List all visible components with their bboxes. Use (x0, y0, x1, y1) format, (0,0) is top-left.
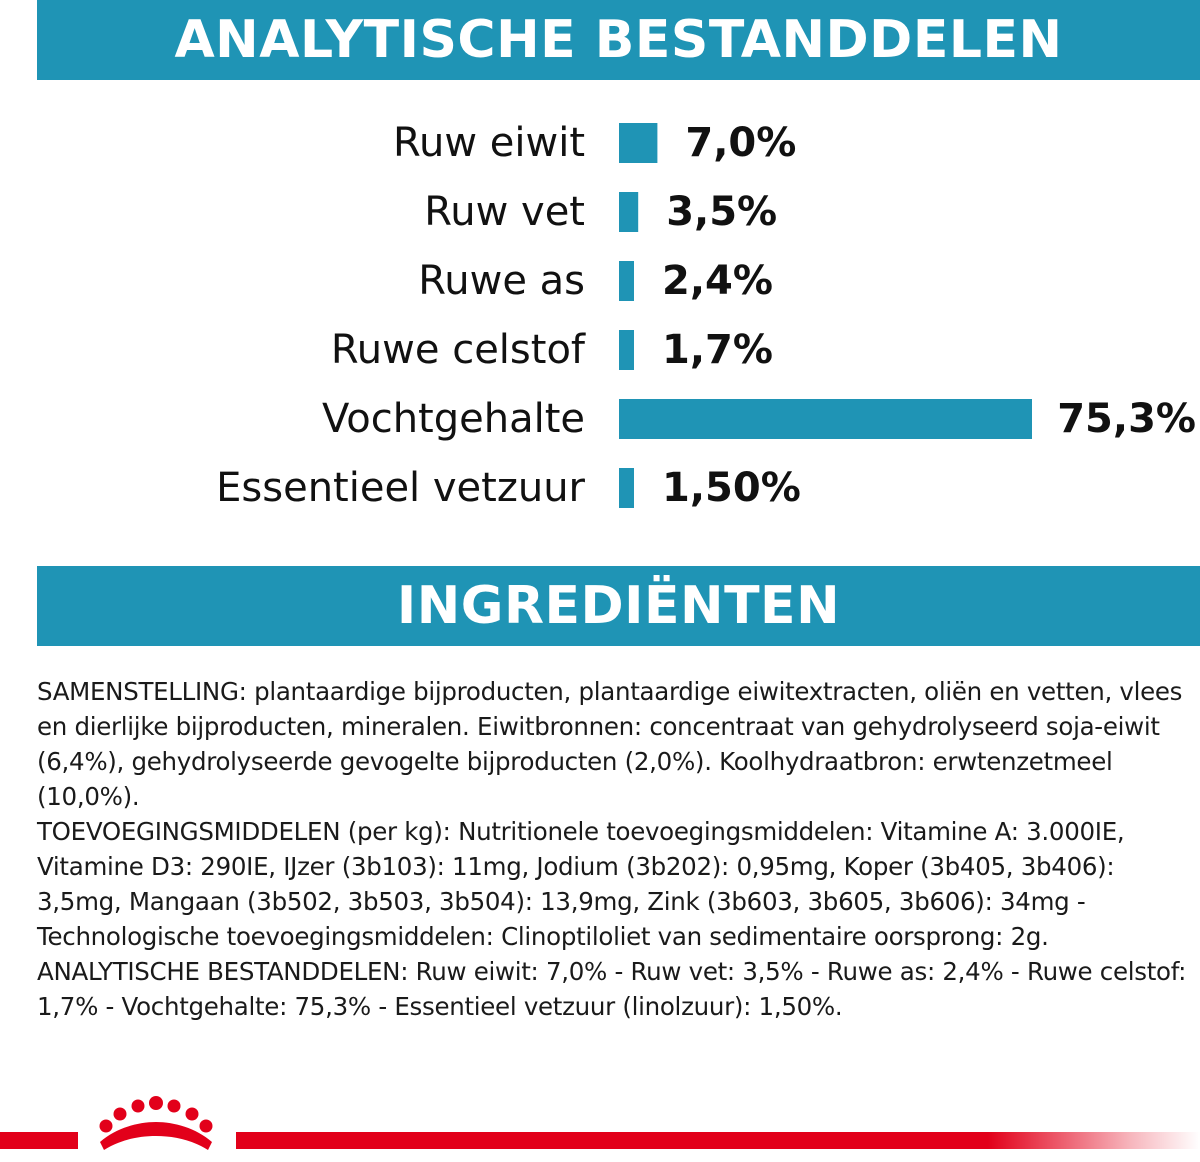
value-label-essentieel-vetzuur: 1,50% (662, 465, 801, 511)
value-label-ruw-vet: 3,5% (666, 189, 778, 235)
bar-ruwe-as (619, 261, 634, 301)
ingredients-text (37, 674, 1187, 1024)
bar-ruwe-celstof (619, 330, 634, 370)
value-label-ruwe-celstof: 1,7% (662, 327, 773, 373)
value-label-ruw-eiwit: 7,0% (685, 120, 797, 166)
composition-paragraph: SAMENSTELLING: plantaardige bijproducten, plantaardige eiwitextracten, oliën en vetten, vlees en dierlijke bijproducten, mineralen. Eiwitbronnen: concentraat van gehydrolyseerd soja-eiwit (6,4%), gehydrolyseerde gevogelte bijproducten (2,0%). Koolhydraatbron: erwtenzetmeel (10,0%). (37, 677, 1183, 811)
category-label-ruw-eiwit: Ruw eiwit (392, 120, 585, 166)
footer-line-left (0, 1132, 78, 1149)
ingredients-header (37, 566, 1200, 646)
bar-ruw-eiwit (619, 123, 657, 163)
category-label-ruwe-as: Ruwe as (418, 258, 585, 304)
analysis-title: ANALYTISCHE BESTANDDELEN (174, 10, 1063, 70)
analysis-header (37, 0, 1200, 80)
footer-line-right (236, 1132, 1200, 1149)
category-label-essentieel-vetzuur: Essentieel vetzuur (216, 465, 585, 511)
analysis-bar-chart (0, 95, 1200, 535)
category-label-ruwe-celstof: Ruwe celstof (330, 327, 585, 373)
category-label-ruw-vet: Ruw vet (424, 189, 585, 235)
value-label-vochtgehalte: 75,3% (1057, 396, 1196, 442)
analytical-paragraph: ANALYTISCHE BESTANDDELEN: Ruw eiwit: 7,0% - Ruw vet: 3,5% - Ruwe as: 2,4% - Ruwe celstof: 1,7% - Vochtgehalte: 75,3% - Essentieel vetzuur (linolzuur): 1,50%. (37, 957, 1187, 1021)
category-label-vochtgehalte: Vochtgehalte (321, 396, 585, 442)
bar-vochtgehalte (619, 399, 1032, 439)
royal-canin-crown-icon (86, 1090, 226, 1162)
bar-ruw-vet (619, 192, 638, 232)
brand-footer (0, 1090, 1200, 1162)
ingredients-title: INGREDIËNTEN (396, 576, 841, 636)
additives-paragraph: TOEVOEGINGSMIDDELEN (per kg): Nutritionele toevoegingsmiddelen: Vitamine A: 3.000IE, Vitamine D3: 290IE, IJzer (3b103): 11mg, Jodium (3b202): 0,95mg, Koper (3b405, 3b406): 3,5mg, Mangaan (3b502, 3b503, 3b504): 13,9mg, Zink (3b603, 3b605, 3b606): 34mg - Technologische toevoegingsmiddelen: Clinoptiloliet van sedimentaire oorsprong: 2g. (37, 817, 1125, 951)
value-label-ruwe-as: 2,4% (662, 258, 773, 304)
bar-essentieel-vetzuur (619, 468, 634, 508)
